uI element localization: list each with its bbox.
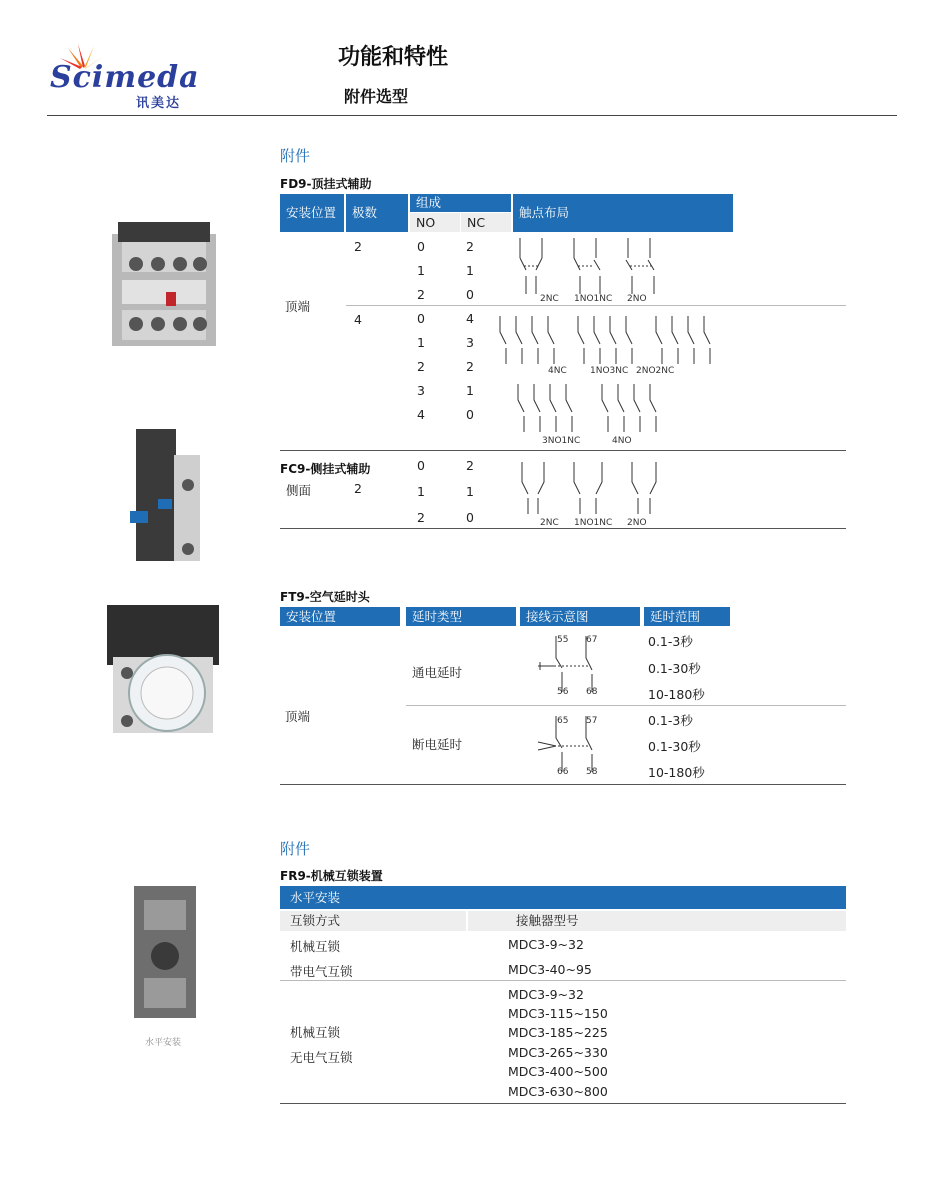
row4-3-nc: 1 [466, 383, 474, 398]
position-top: 顶端 [285, 299, 311, 314]
range-on-2: 10-180秒 [648, 687, 705, 702]
range-on-0: 0.1-3秒 [648, 634, 693, 649]
range-off-0: 0.1-3秒 [648, 713, 693, 728]
fd9-product-photo [108, 220, 220, 350]
row4-1-no: 1 [417, 335, 425, 350]
table-bottom [280, 784, 846, 785]
side-row-2-no: 2 [417, 510, 425, 525]
row-divider [280, 450, 846, 451]
ft9-title: FT9-空气延时头 [280, 590, 370, 604]
model-c-5: MDC3-630~800 [508, 1084, 608, 1099]
diag-label-2no2nc: 2NO2NC [636, 366, 675, 376]
col-nc: NC [461, 213, 511, 232]
diag-label-1no1nc: 1NO1NC [574, 294, 613, 304]
diag-label-3no1nc: 3NO1NC [542, 436, 581, 446]
fc9-title: FC9-侧挂式辅助 [280, 462, 371, 476]
row2-2-no: 2 [417, 287, 425, 302]
term-off-0: 65 [557, 716, 569, 726]
side-row-1-no: 1 [417, 484, 425, 499]
position-side: 侧面 [286, 483, 312, 498]
diag-label-side-1no1nc: 1NO1NC [574, 518, 613, 528]
poles-2: 2 [354, 239, 362, 254]
model-c-2: MDC3-185~225 [508, 1025, 608, 1040]
model-c-0: MDC3-9~32 [508, 987, 584, 1002]
contact-diagram-side [508, 458, 668, 516]
term-on-0: 55 [557, 635, 569, 645]
row4-2-nc: 2 [466, 359, 474, 374]
term-off-1: 57 [586, 716, 598, 726]
model-a: MDC3-9~32 [508, 937, 584, 952]
row4-1-nc: 3 [466, 335, 474, 350]
lock-no-elec: 无电气互锁 [290, 1050, 353, 1065]
diag-label-2nc: 2NC [540, 294, 559, 304]
row-divider [280, 980, 846, 981]
col-poles: 极数 [346, 194, 408, 232]
diag-label-side-2nc: 2NC [540, 518, 559, 528]
model-b: MDC3-40~95 [508, 962, 592, 977]
col-composition: 组成 [410, 194, 511, 212]
fr9-band: 水平安装 [280, 886, 846, 909]
header-rule [47, 115, 897, 116]
contact-diagram-4pole-b [512, 382, 662, 434]
table-bottom [280, 1103, 846, 1104]
side-poles: 2 [354, 481, 362, 496]
row4-4-no: 4 [417, 407, 425, 422]
term-on-3: 68 [586, 687, 598, 697]
model-c-3: MDC3-265~330 [508, 1045, 608, 1060]
row2-1-no: 1 [417, 263, 425, 278]
diag-label-side-2no: 2NO [627, 518, 647, 528]
col-contactor-model: 接触器型号 [468, 911, 846, 931]
side-row-0-no: 0 [417, 458, 425, 473]
col-position: 安装位置 [280, 194, 344, 232]
side-row-2-nc: 0 [466, 510, 474, 525]
page-title: 功能和特性 [338, 45, 449, 70]
lock-elec: 带电气互锁 [290, 964, 353, 979]
row4-0-nc: 4 [466, 311, 474, 326]
row4-0-no: 0 [417, 311, 425, 326]
fr9-product-photo [130, 882, 200, 1022]
delay-type-on: 通电延时 [412, 665, 463, 680]
range-off-1: 0.1-30秒 [648, 739, 701, 754]
term-on-1: 67 [586, 635, 598, 645]
diag-label-4no: 4NO [612, 436, 632, 446]
col-no: NO [410, 213, 460, 232]
col-position: 安装位置 [280, 607, 400, 626]
logo [50, 40, 200, 110]
model-c-1: MDC3-115~150 [508, 1006, 608, 1021]
table-bottom [280, 528, 846, 529]
term-off-2: 66 [557, 767, 569, 777]
poles-4: 4 [354, 312, 362, 327]
col-delay-range: 延时范围 [644, 607, 730, 626]
contact-diagram-2pole [512, 236, 662, 296]
lock-mech: 机械互锁 [290, 939, 341, 954]
diag-label-4nc: 4NC [548, 366, 567, 376]
row2-0-no: 0 [417, 239, 425, 254]
fr9-photo-caption: 水平安装 [145, 1038, 182, 1048]
col-layout: 触点布局 [513, 194, 733, 232]
col-wiring: 接线示意图 [520, 607, 640, 626]
row-divider [406, 705, 846, 706]
row4-4-nc: 0 [466, 407, 474, 422]
side-row-1-nc: 1 [466, 484, 474, 499]
fc9-product-photo [128, 425, 204, 567]
fd9-title: FD9-顶挂式辅助 [280, 177, 372, 191]
diag-label-1no3nc: 1NO3NC [590, 366, 629, 376]
range-off-2: 10-180秒 [648, 765, 705, 780]
row2-0-nc: 2 [466, 239, 474, 254]
section-heading: 附件 [280, 147, 311, 165]
ft9-product-photo [103, 597, 223, 737]
row4-2-no: 2 [417, 359, 425, 374]
col-lock-type: 互锁方式 [280, 911, 466, 931]
col-delay-type: 延时类型 [406, 607, 516, 626]
row4-3-no: 3 [417, 383, 425, 398]
row2-1-nc: 1 [466, 263, 474, 278]
model-c-4: MDC3-400~500 [508, 1064, 608, 1079]
section-heading-2: 附件 [280, 840, 311, 858]
ft9-position: 顶端 [285, 709, 311, 724]
lock-mech-2: 机械互锁 [290, 1025, 341, 1040]
range-on-1: 0.1-30秒 [648, 661, 701, 676]
term-on-2: 56 [557, 687, 569, 697]
term-off-3: 58 [586, 767, 598, 777]
side-row-0-nc: 2 [466, 458, 474, 473]
logo-text: Scimeda [50, 60, 200, 95]
logo-cn: 讯美达 [136, 96, 182, 111]
row2-2-nc: 0 [466, 287, 474, 302]
fr9-title: FR9-机械互锁装置 [280, 869, 383, 883]
delay-type-off: 断电延时 [412, 737, 463, 752]
page-subtitle: 附件选型 [344, 87, 409, 106]
diag-label-2no: 2NO [627, 294, 647, 304]
contact-diagram-4pole-a [494, 314, 714, 366]
row-divider [346, 305, 846, 306]
